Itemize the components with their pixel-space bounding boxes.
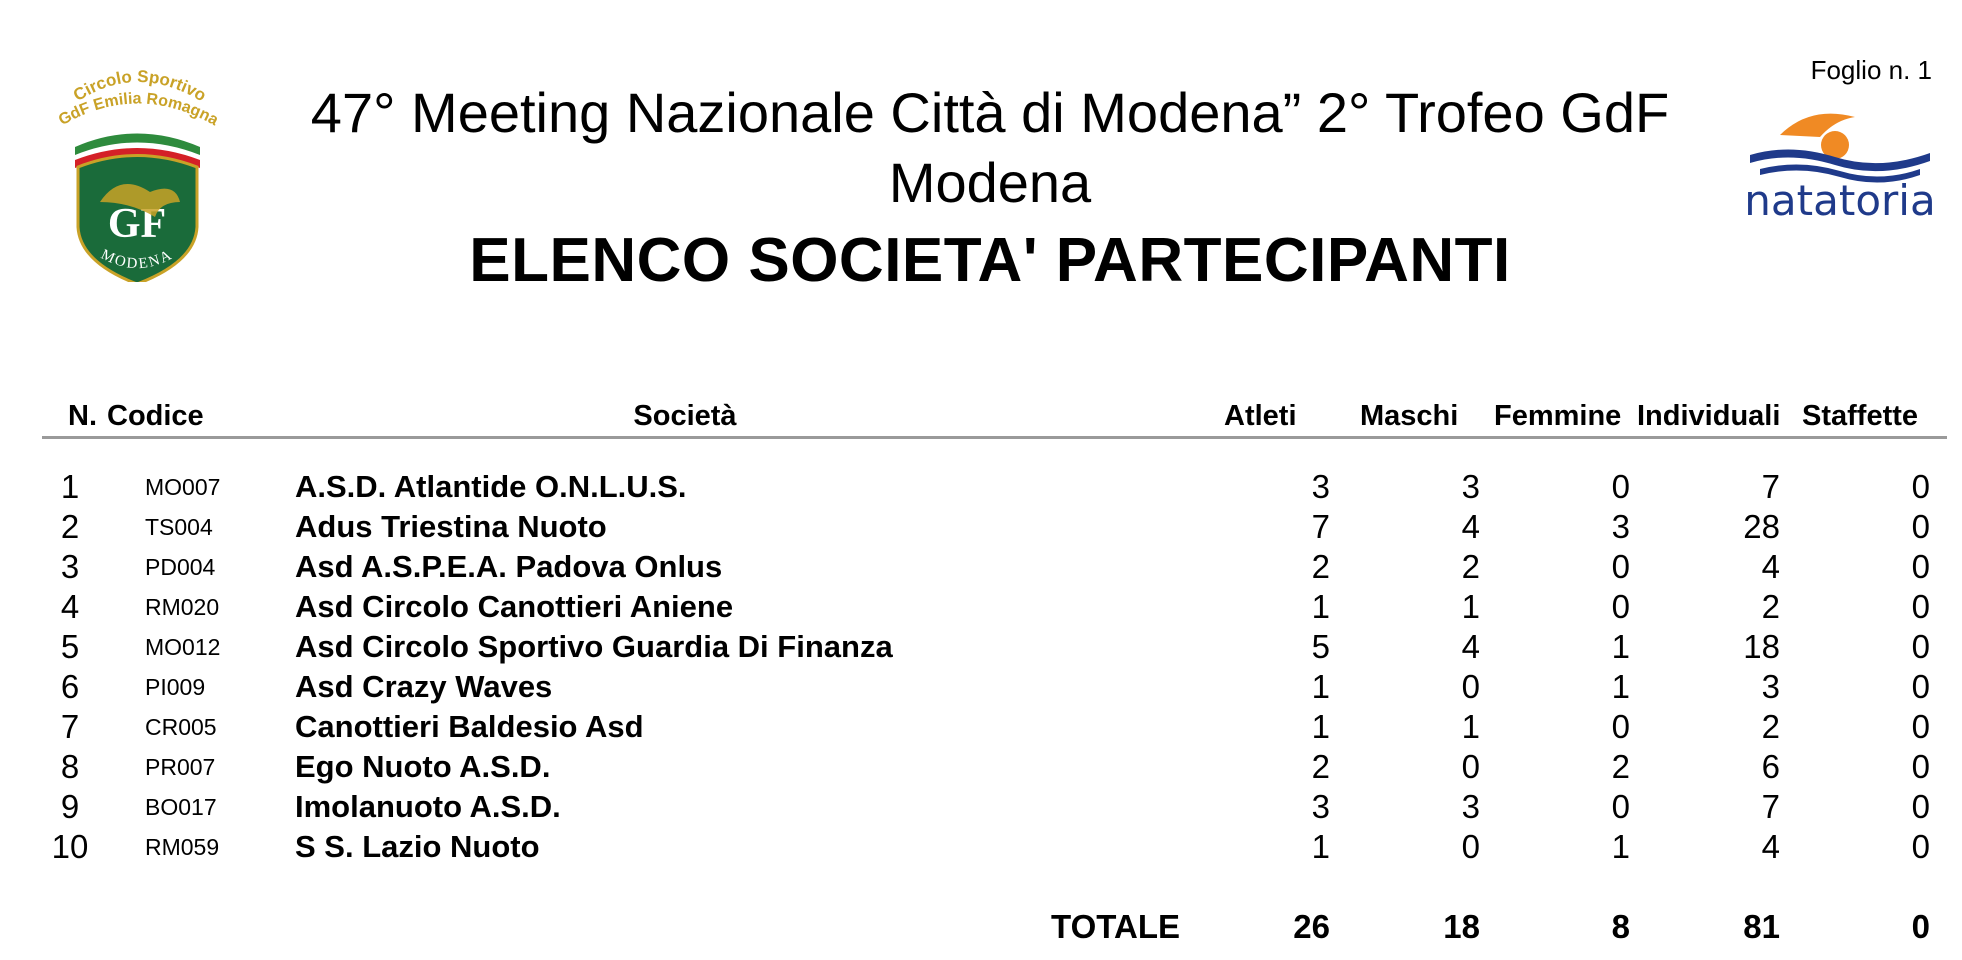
society-code: BO017 <box>145 794 217 820</box>
totals-label: TOTALE <box>1051 908 1180 945</box>
column-header-atleti: Atleti <box>1224 400 1297 432</box>
atleti-count: 2 <box>1311 548 1330 585</box>
row-number: 3 <box>60 548 80 585</box>
femmine-count: 3 <box>1611 508 1630 545</box>
individuali-count: 7 <box>1761 788 1780 825</box>
maschi-count: 0 <box>1461 748 1480 785</box>
society-name: Adus Triestina Nuoto <box>295 509 607 544</box>
staffette-count: 0 <box>1911 508 1930 545</box>
svg-text:GF: GF <box>107 201 167 247</box>
maschi-count: 4 <box>1461 508 1480 545</box>
society-name: Asd A.S.P.E.A. Padova Onlus <box>295 549 723 584</box>
society-name: A.S.D. Atlantide O.N.L.U.S. <box>295 469 687 504</box>
atleti-count: 3 <box>1311 788 1330 825</box>
femmine-count: 1 <box>1611 628 1630 665</box>
society-code: RM059 <box>145 834 220 860</box>
staffette-count: 0 <box>1911 708 1930 745</box>
staffette-count: 0 <box>1911 548 1930 585</box>
header-divider <box>42 436 1947 439</box>
society-name: Asd Circolo Sportivo Guardia Di Finanza <box>295 629 893 664</box>
femmine-count: 1 <box>1611 668 1630 705</box>
staffette-count: 0 <box>1911 628 1930 665</box>
row-number: 4 <box>60 588 80 625</box>
row-number: 6 <box>60 668 80 705</box>
column-header-individuali: Individuali <box>1637 400 1781 432</box>
column-header-codice: Codice <box>107 400 204 432</box>
row-number: 8 <box>60 748 80 785</box>
maschi-count: 0 <box>1461 828 1480 865</box>
natatoria-logo <box>1740 105 1940 230</box>
table-row <box>0 627 1962 667</box>
society-code: RM020 <box>145 594 220 620</box>
column-header-n: N. <box>68 400 97 432</box>
maschi-count: 1 <box>1461 588 1480 625</box>
society-code: MO012 <box>145 634 221 660</box>
atleti-count: 7 <box>1311 508 1330 545</box>
individuali-count: 2 <box>1761 588 1780 625</box>
individuali-count: 3 <box>1761 668 1780 705</box>
row-number: 2 <box>60 508 80 545</box>
table-row <box>0 667 1962 707</box>
total-staffette: 0 <box>1911 908 1930 945</box>
society-name: Imolanuoto A.S.D. <box>295 789 561 824</box>
atleti-count: 1 <box>1311 588 1330 625</box>
staffette-count: 0 <box>1911 748 1930 785</box>
individuali-count: 2 <box>1761 708 1780 745</box>
femmine-count: 1 <box>1611 828 1630 865</box>
society-name: Ego Nuoto A.S.D. <box>295 749 551 784</box>
meeting-title: 47° Meeting Nazionale Città di Modena” 2° Trofeo GdF Modena <box>310 81 1670 214</box>
atleti-count: 2 <box>1311 748 1330 785</box>
gdf-emilia-romagna-logo <box>50 52 225 282</box>
table-row <box>0 747 1962 787</box>
society-code: PI009 <box>145 674 206 700</box>
maschi-count: 1 <box>1461 708 1480 745</box>
individuali-count: 4 <box>1761 548 1780 585</box>
society-code: CR005 <box>145 714 217 740</box>
atleti-count: 1 <box>1311 828 1330 865</box>
maschi-count: 4 <box>1461 628 1480 665</box>
individuali-count: 4 <box>1761 828 1780 865</box>
total-maschi: 18 <box>1443 908 1480 945</box>
staffette-count: 0 <box>1911 668 1930 705</box>
table-row <box>0 507 1962 547</box>
total-atleti: 26 <box>1293 908 1330 945</box>
staffette-count: 0 <box>1911 468 1930 505</box>
page-subtitle: ELENCO SOCIETA' PARTECIPANTI <box>469 226 1511 295</box>
femmine-count: 2 <box>1611 748 1630 785</box>
society-name: Canottieri Baldesio Asd <box>295 709 644 744</box>
total-femmine: 8 <box>1611 908 1630 945</box>
staffette-count: 0 <box>1911 828 1930 865</box>
table-row <box>0 787 1962 827</box>
society-code: MO007 <box>145 474 221 500</box>
row-number: 7 <box>60 708 80 745</box>
row-number: 1 <box>60 468 80 505</box>
society-code: PR007 <box>145 754 216 780</box>
society-name: S S. Lazio Nuoto <box>295 829 540 864</box>
maschi-count: 0 <box>1461 668 1480 705</box>
maschi-count: 3 <box>1461 468 1480 505</box>
staffette-count: 0 <box>1911 788 1930 825</box>
individuali-count: 18 <box>1743 628 1780 665</box>
femmine-count: 0 <box>1611 708 1630 745</box>
column-header-femmine: Femmine <box>1494 400 1622 432</box>
atleti-count: 3 <box>1311 468 1330 505</box>
society-name: Asd Circolo Canottieri Aniene <box>295 589 734 624</box>
maschi-count: 3 <box>1461 788 1480 825</box>
individuali-count: 7 <box>1761 468 1780 505</box>
svg-text:MODENA: MODENA <box>98 246 176 273</box>
femmine-count: 0 <box>1611 788 1630 825</box>
society-name: Asd Crazy Waves <box>295 669 553 704</box>
atleti-count: 5 <box>1311 628 1330 665</box>
atleti-count: 1 <box>1311 708 1330 745</box>
column-header-staffette: Staffette <box>1802 400 1919 432</box>
maschi-count: 2 <box>1461 548 1480 585</box>
femmine-count: 0 <box>1611 588 1630 625</box>
table-row <box>0 547 1962 587</box>
svg-text:natatoria: natatoria <box>1744 176 1936 225</box>
atleti-count: 1 <box>1311 668 1330 705</box>
totals-row <box>0 907 1962 947</box>
table-row <box>0 467 1962 507</box>
table-row <box>0 707 1962 747</box>
svg-text:GdF Emilia Romagna: GdF Emilia Romagna <box>55 90 221 130</box>
row-number: 9 <box>60 788 80 825</box>
society-code: TS004 <box>145 514 213 540</box>
individuali-count: 28 <box>1743 508 1780 545</box>
row-number: 10 <box>51 828 89 865</box>
total-individuali: 81 <box>1743 908 1780 945</box>
row-number: 5 <box>60 628 80 665</box>
column-header-maschi: Maschi <box>1360 400 1459 432</box>
individuali-count: 6 <box>1761 748 1780 785</box>
svg-text:Circolo Sportivo: Circolo Sportivo <box>69 66 210 106</box>
table-row <box>0 587 1962 627</box>
femmine-count: 0 <box>1611 468 1630 505</box>
sheet-number: Foglio n. 1 <box>1810 55 1932 85</box>
table-row <box>0 827 1962 867</box>
column-header-societa: Società <box>633 400 737 432</box>
staffette-count: 0 <box>1911 588 1930 625</box>
society-code: PD004 <box>145 554 216 580</box>
femmine-count: 0 <box>1611 548 1630 585</box>
